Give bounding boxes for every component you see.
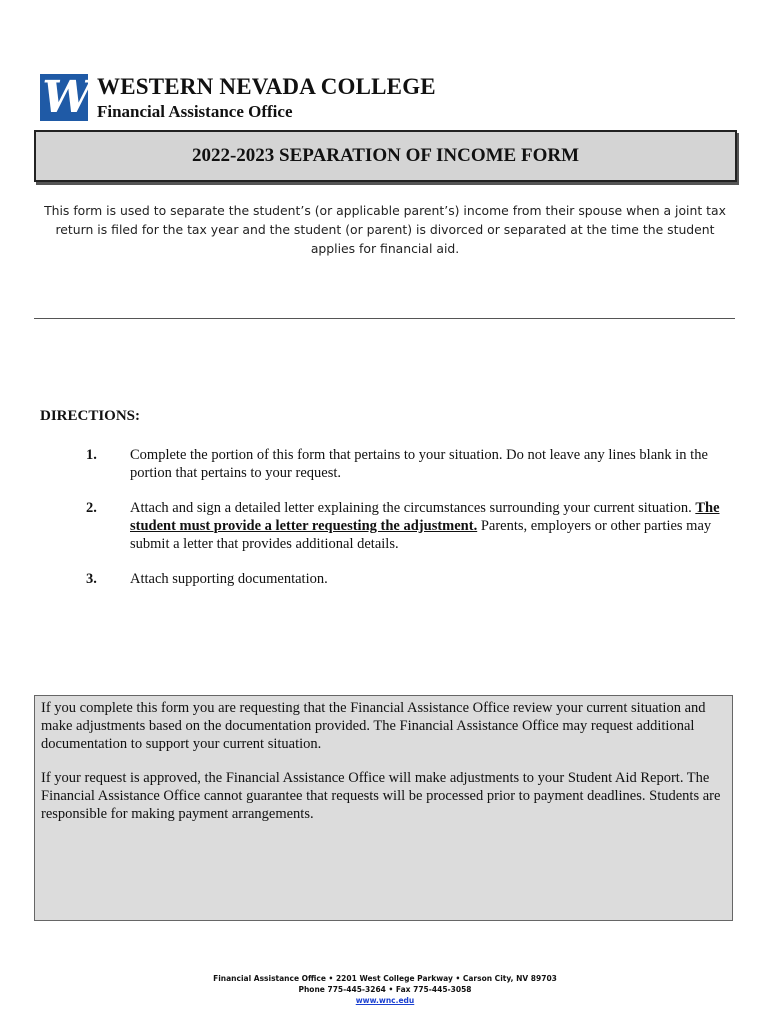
office-name: Financial Assistance Office <box>97 102 293 121</box>
form-title: 2022-2023 SEPARATION OF INCOME FORM <box>191 145 580 166</box>
notice-paragraph-2: If your request is approved, the Financial Assistance Office will make adjustments to your Student Aid Report. The Financial Assistance Office cannot guarantee that requests will be processed prior to payment deadlines. Students are responsible for making payment arrangements. <box>41 770 721 822</box>
notice-box <box>34 695 733 921</box>
footer-website-link[interactable]: www.wnc.edu <box>355 996 415 1005</box>
college-name: WESTERN NEVADA COLLEGE <box>97 74 436 99</box>
divider-line <box>34 318 735 319</box>
college-logo <box>40 74 88 121</box>
step-number: 1. <box>86 447 97 463</box>
step-emphasis: The student must provide a letter requesting the adjustment. <box>130 500 720 534</box>
page-footer <box>0 973 770 1006</box>
notice-paragraph-1: If you complete this form you are requesting that the Financial Assistance Office review your current situation and make adjustments based on the documentation provided. The Financial Assistance Office may request additional documentation to support your current situation. <box>41 700 706 752</box>
step-number: 2. <box>86 500 97 516</box>
intro-text: This form is used to separate the student’s (or applicable parent’s) income from their spouse when a joint tax return is filed for the tax year and the student (or parent) is divorced or separated at the time the student applies for financial aid. <box>44 203 726 256</box>
step-text-after: Parents, employers or other parties may submit a letter that provides additional details. <box>130 518 712 552</box>
footer-address: Financial Assistance Office • 2201 West College Parkway • Carson City, NV 89703 <box>213 974 557 983</box>
step-number: 3. <box>86 571 97 587</box>
directions-label: DIRECTIONS: <box>40 408 141 424</box>
footer-phone: Phone 775-445-3264 • Fax 775-445-3058 <box>298 985 472 994</box>
step-text: Attach supporting documentation. <box>130 571 328 587</box>
form-title-box <box>34 130 737 182</box>
step-text: Complete the portion of this form that pertains to your situation. Do not leave any lines blank in the portion that pertains to your request. <box>130 447 708 481</box>
step-text <box>130 499 730 553</box>
step-text-before: Attach and sign a detailed letter explaining the circumstances surrounding your current situation. <box>130 500 692 516</box>
logo-letter: W <box>42 74 86 121</box>
